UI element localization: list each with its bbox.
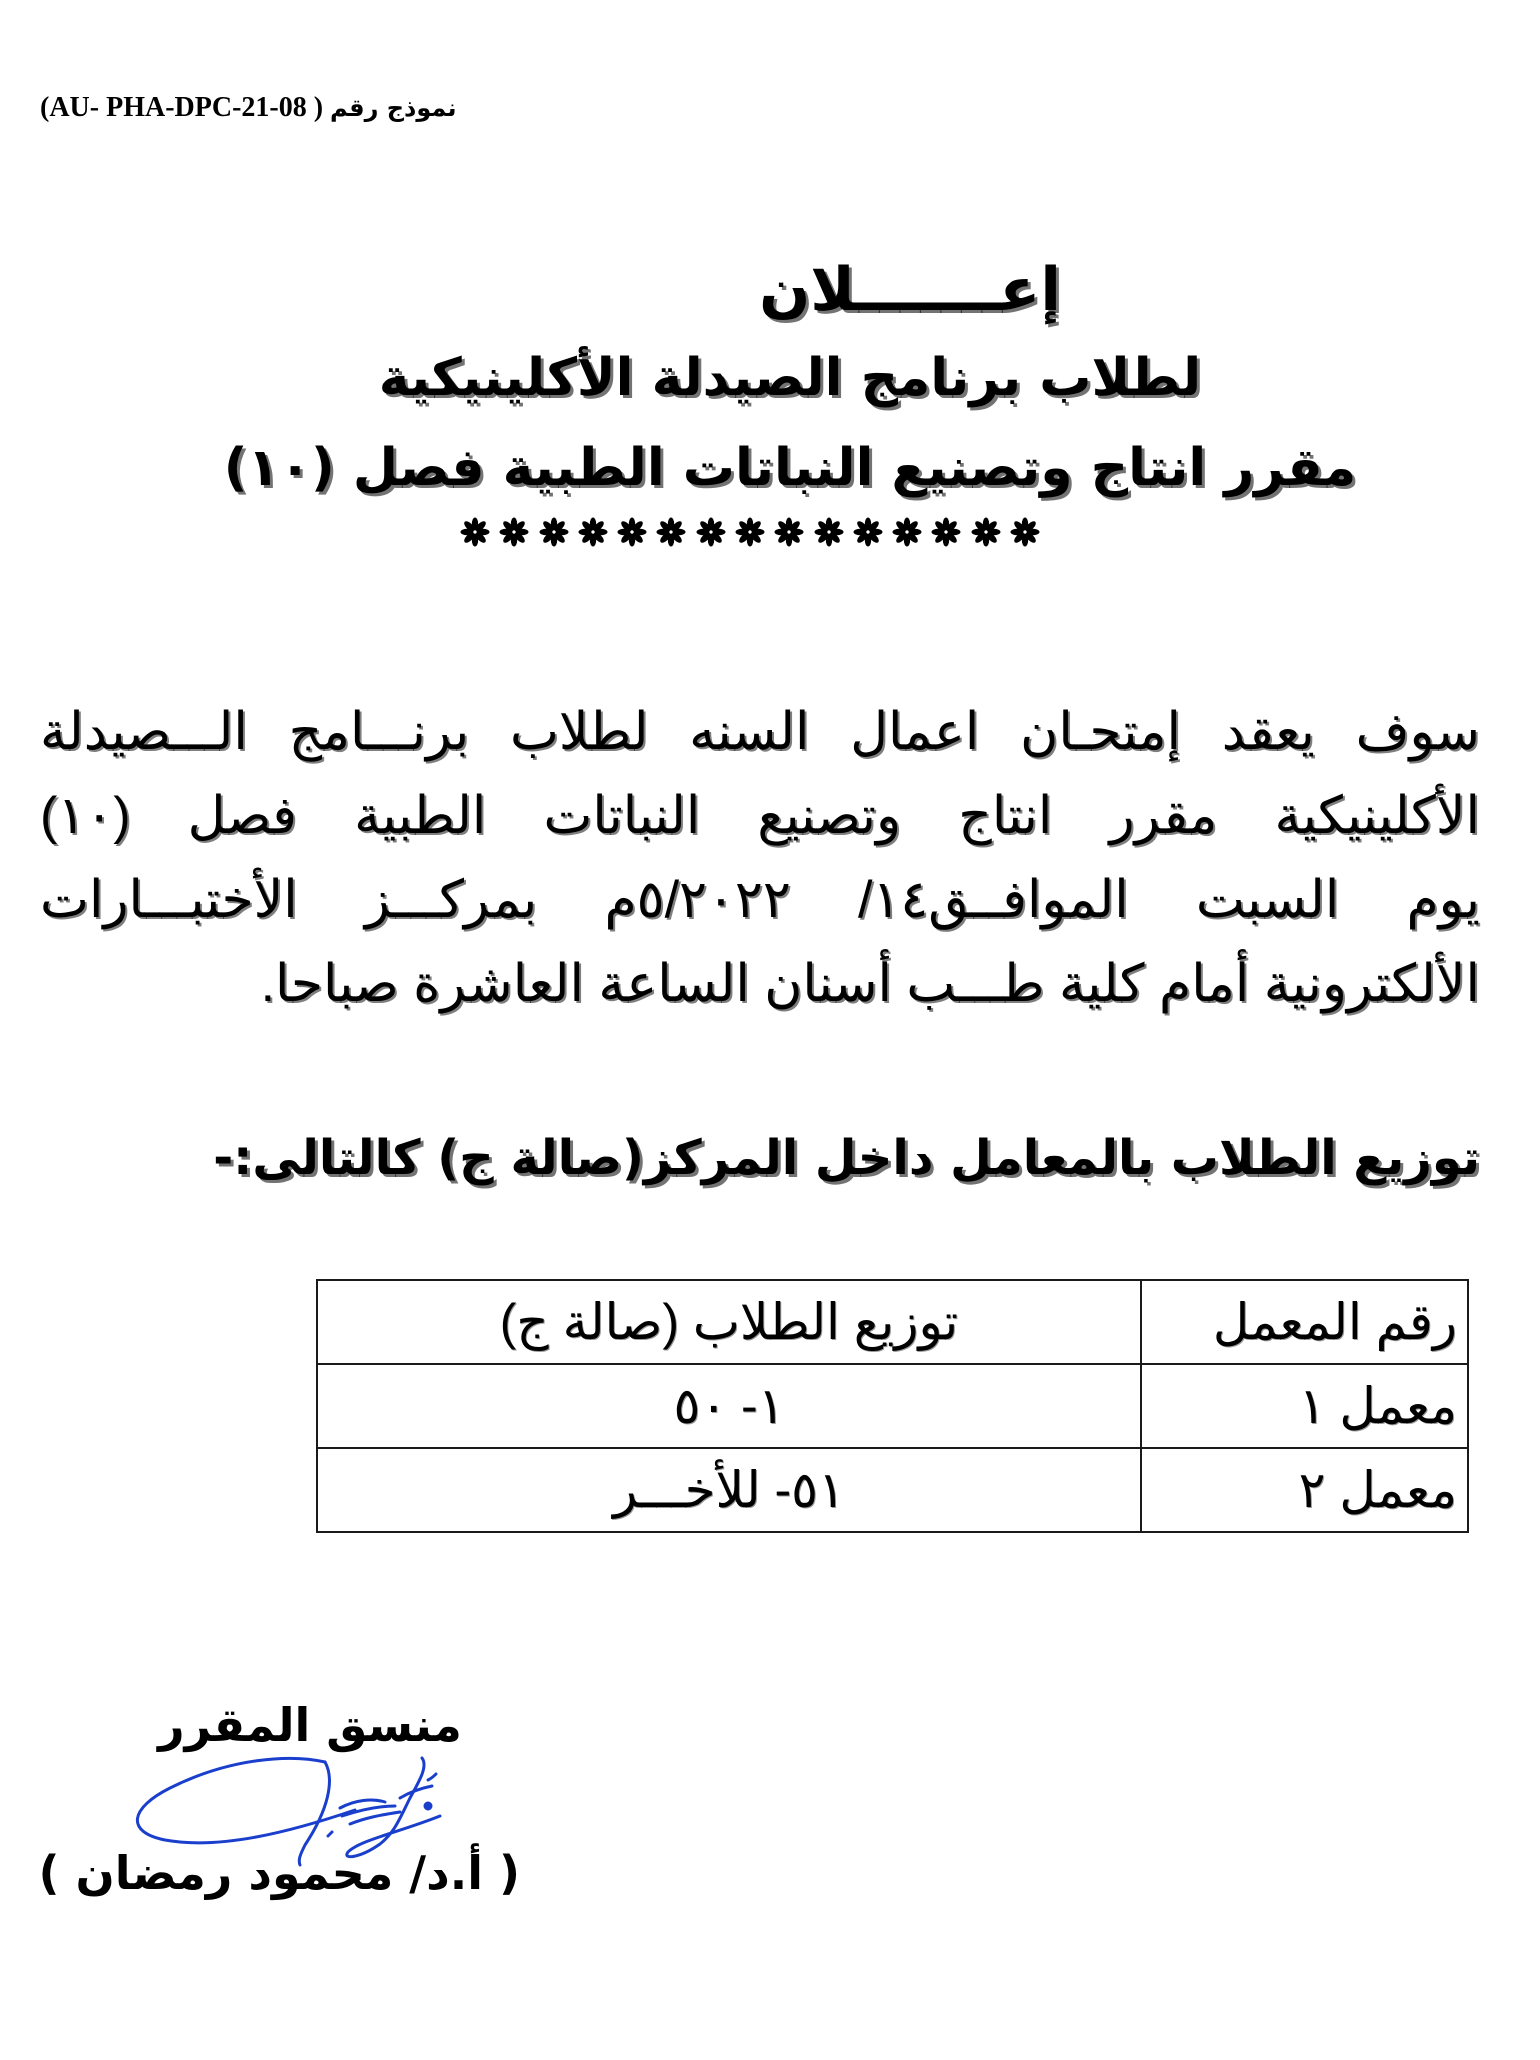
asterisk-flower-icon bbox=[853, 517, 883, 547]
cell-range: ٥١- للأخـــر bbox=[317, 1448, 1141, 1532]
table-header-row bbox=[317, 1280, 1468, 1364]
asterisk-flower-icon bbox=[814, 517, 844, 547]
header-student-distribution: توزيع الطلاب (صالة ج) bbox=[317, 1280, 1141, 1364]
form-code-value: (AU- PHA-DPC-21-08 ) bbox=[40, 92, 324, 123]
asterisk-flower-icon bbox=[971, 517, 1001, 547]
asterisk-flower-icon bbox=[931, 517, 961, 547]
body-line-2: الأكلينيكية مقرر انتاج وتصنيع النباتات الطبية فصل (١٠) bbox=[40, 787, 1480, 845]
asterisk-flower-icon bbox=[735, 517, 765, 547]
asterisk-flower-icon bbox=[696, 517, 726, 547]
announcement-body bbox=[40, 690, 1480, 1026]
body-line-1: سوف يعقد إمتحـان اعمال السنه لطلاب برنـــامج الـــصيدلة bbox=[40, 703, 1480, 761]
asterisk-flower-icon bbox=[656, 517, 686, 547]
distribution-heading: توزيع الطلاب بالمعامل داخل المركز(صالة ج) كالتالى:- bbox=[213, 1130, 1480, 1186]
lab-distribution-table bbox=[316, 1279, 1469, 1533]
form-code-label: نموذج رقم bbox=[330, 94, 457, 122]
asterisk-flower-icon bbox=[892, 517, 922, 547]
asterisk-flower-icon bbox=[539, 517, 569, 547]
coordinator-title: منسق المقرر bbox=[158, 1698, 462, 1752]
asterisk-flower-icon bbox=[774, 517, 804, 547]
coordinator-name: ( أ.د/ محمود رمضان ) bbox=[38, 1846, 520, 1900]
table-row bbox=[317, 1448, 1468, 1532]
asterisk-flower-icon bbox=[460, 517, 490, 547]
cell-range: ١- ٥٠ bbox=[317, 1364, 1141, 1448]
asterisk-flower-icon bbox=[1010, 517, 1040, 547]
form-code bbox=[40, 86, 560, 130]
cell-lab: معمل ٢ bbox=[1141, 1448, 1468, 1532]
body-line-3: يوم السبت الموافــق١٤/ ٥/٢٠٢٢م بمركـــز الأختبـــارات bbox=[40, 871, 1480, 929]
separator-stars bbox=[460, 512, 1040, 552]
cell-lab: معمل ١ bbox=[1141, 1364, 1468, 1448]
body-line-4: الألكترونية أمام كلية طـــب أسنان الساعة العاشرة صباحا. bbox=[260, 955, 1480, 1013]
announcement-title: إعـــــــلان bbox=[759, 255, 1061, 325]
program-title: لطلاب برنامج الصيدلة الأكلينيكية bbox=[378, 348, 1202, 408]
asterisk-flower-icon bbox=[578, 517, 608, 547]
asterisk-flower-icon bbox=[499, 517, 529, 547]
asterisk-flower-icon bbox=[617, 517, 647, 547]
course-title: مقرر انتاج وتصنيع النباتات الطبية فصل (١٠) bbox=[223, 438, 1357, 498]
table-row bbox=[317, 1364, 1468, 1448]
header-lab-number: رقم المعمل bbox=[1141, 1280, 1468, 1364]
